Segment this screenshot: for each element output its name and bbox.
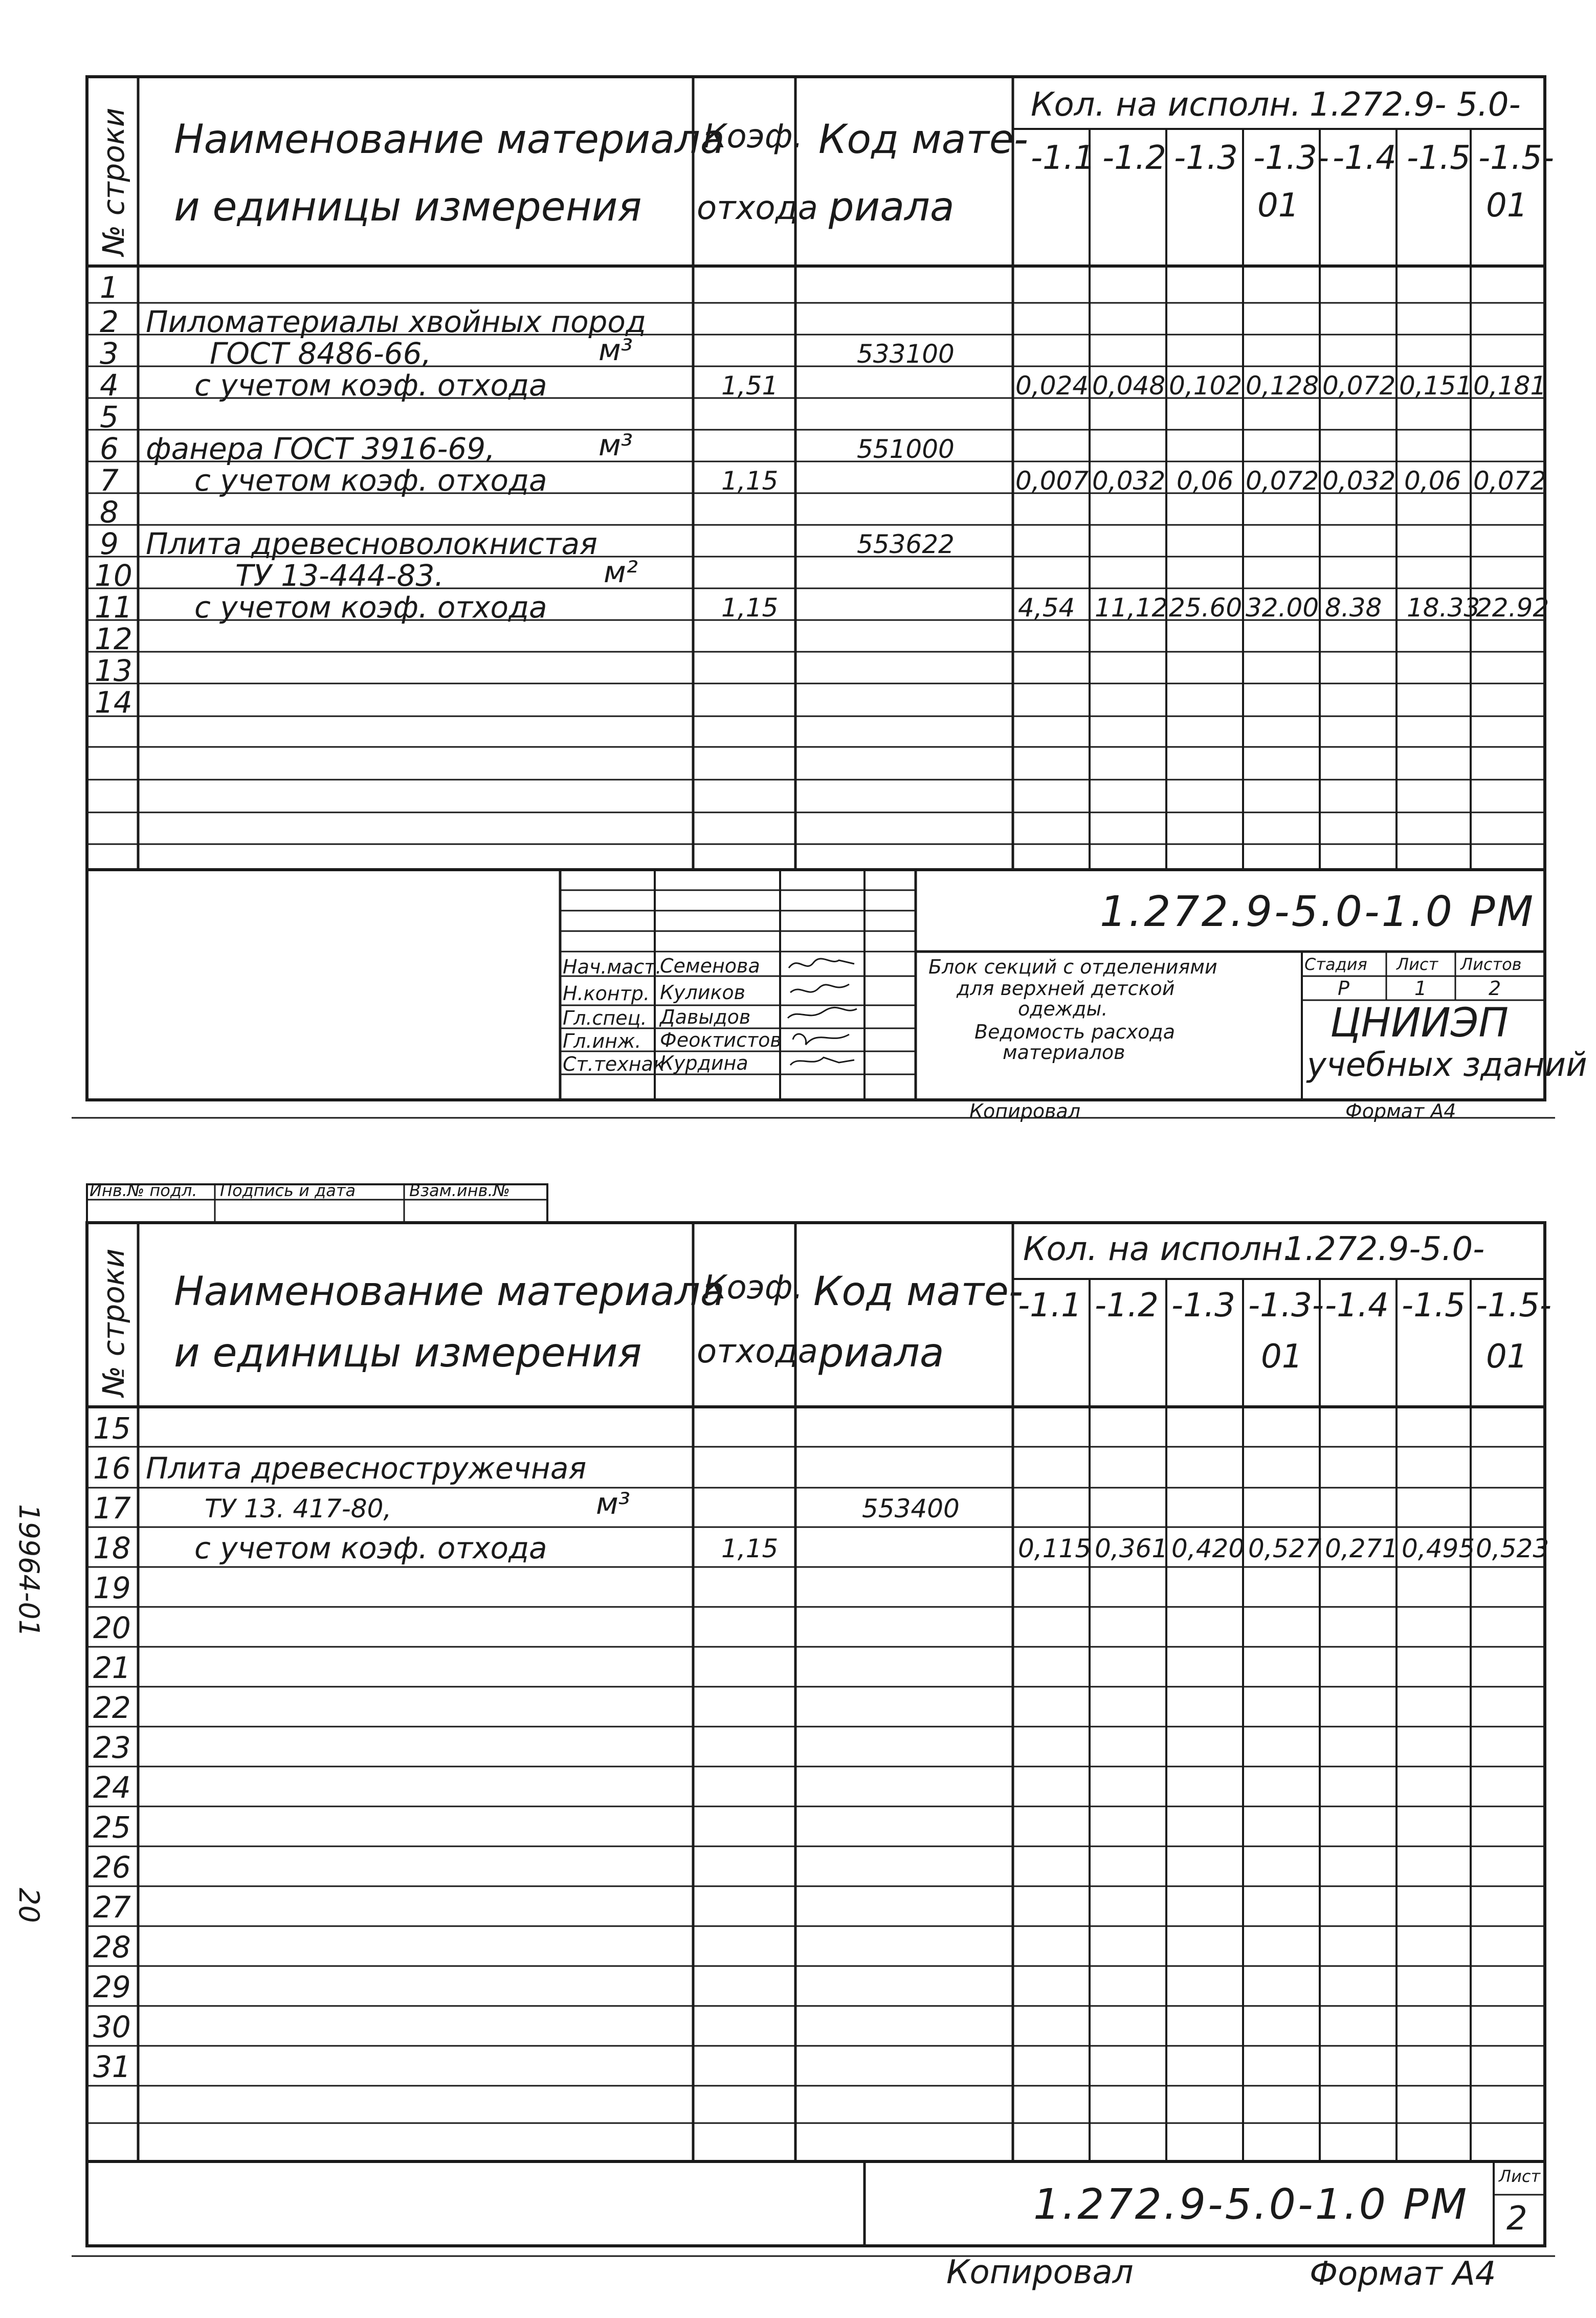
sheet1-coef-header-2: отхода xyxy=(697,189,818,227)
sheet2-variant: -1.3 xyxy=(1171,1287,1235,1324)
stamp-name: Феоктистов xyxy=(660,1029,782,1051)
side-archive-number: 19964-01 xyxy=(13,1504,45,1637)
footer-format: Формат А4 xyxy=(1310,2255,1496,2293)
stamp-name: Курдина xyxy=(660,1052,748,1074)
quantity-cell: 18.33 xyxy=(1407,593,1480,623)
row-number: 30 xyxy=(93,2010,131,2044)
stamp-title-1: Блок секций с отделениями xyxy=(928,956,1217,978)
stamp-org-dept: учебных зданий xyxy=(1307,1046,1587,1084)
row-number: 19 xyxy=(93,1571,131,1605)
row-number: 16 xyxy=(93,1451,131,1486)
stamp-stage-label: Стадия xyxy=(1304,955,1367,974)
material-name: с учетом коэф. отхода xyxy=(194,463,547,498)
row-number: 15 xyxy=(93,1411,131,1446)
stamp-name: Семенова xyxy=(660,955,760,977)
footer-format: Формат А4 xyxy=(1345,1100,1456,1122)
sheet1-variant-suffix: 01 xyxy=(1257,187,1299,225)
sheet2-name-header-2: и единицы измерения xyxy=(174,1330,642,1376)
row-number: 11 xyxy=(95,590,132,625)
row-number: 25 xyxy=(93,1810,131,1845)
row-number: 28 xyxy=(93,1930,131,1964)
sheet1-coef-header-1: Коэф. xyxy=(703,118,803,156)
row-number: 6 xyxy=(100,431,119,466)
sheet2-code-header-2: риала xyxy=(818,1330,944,1376)
stamp-doc-code: 1.272.9-5.0-1.0 РМ xyxy=(1100,888,1536,936)
footer-copied: Копировал xyxy=(969,1100,1081,1122)
archive-sign: Подпись и дата xyxy=(220,1181,356,1200)
sheet2-variant: -1.4 xyxy=(1325,1287,1389,1324)
sheet1-doc-prefix: 1.272.9- 5.0- xyxy=(1310,86,1521,124)
footer-copied: Копировал xyxy=(946,2254,1134,2291)
sheet1-row-number-header: № строки xyxy=(96,107,131,256)
row-number: 12 xyxy=(95,622,132,656)
material-code: 533100 xyxy=(857,339,955,369)
material-code: 551000 xyxy=(857,434,955,464)
stamp-title-5: материалов xyxy=(1003,1041,1125,1064)
material-name: с учетом коэф. отхода xyxy=(194,590,547,625)
material-name: ТУ 13-444-83. xyxy=(235,558,444,593)
stamp-name: Давыдов xyxy=(660,1006,751,1028)
sheet1-name-header-2: и единицы измерения xyxy=(174,184,642,230)
row-number: 5 xyxy=(100,400,119,434)
sheet2-variant: -1.5- xyxy=(1476,1287,1551,1324)
stamp-sheets-label: Листов xyxy=(1460,955,1522,974)
material-unit: м³ xyxy=(598,333,633,367)
side-small-number: 20 xyxy=(13,1888,45,1923)
row-number: 13 xyxy=(95,653,132,688)
quantity-cell: 0,151 xyxy=(1399,371,1473,401)
sheet1-name-header-1: Наименование материала xyxy=(174,117,725,163)
stamp-role: Ст.технак xyxy=(563,1053,665,1075)
material-name: ТУ 13. 417-80, xyxy=(205,1494,392,1524)
row-number: 29 xyxy=(93,1970,131,2004)
waste-coefficient: 1,15 xyxy=(721,593,779,623)
quantity-cell: 0,495 xyxy=(1402,1534,1475,1563)
quantity-cell: 0,06 xyxy=(1404,466,1461,496)
quantity-cell: 4,54 xyxy=(1018,593,1075,623)
quantity-cell: 0,128 xyxy=(1246,371,1319,401)
sheet2-qty-title: Кол. на исполн. xyxy=(1023,1230,1294,1268)
sheet2-coef-header-2: отхода xyxy=(697,1333,818,1371)
row-number: 10 xyxy=(95,558,132,593)
row-number: 26 xyxy=(93,1850,131,1885)
row-number: 2 xyxy=(100,304,119,339)
sheet1-code-header-1: Код мате- xyxy=(818,117,1029,163)
sheet1-variant: -1.1 xyxy=(1031,139,1095,177)
material-name: с учетом коэф. отхода xyxy=(194,1531,547,1565)
waste-coefficient: 1,15 xyxy=(721,1534,779,1563)
stamp-role: Гл.спец. xyxy=(563,1007,647,1029)
sheet1-variant: -1.5- xyxy=(1478,139,1554,177)
row-number: 3 xyxy=(100,336,119,371)
stamp-sheets: 2 xyxy=(1489,977,1501,1000)
quantity-cell: 0,072 xyxy=(1322,371,1396,401)
material-name: Плита древесноволокнистая xyxy=(146,526,597,561)
sheet2-code-header-1: Код мате- xyxy=(813,1269,1024,1315)
row-number: 18 xyxy=(93,1531,131,1565)
quantity-cell: 0,06 xyxy=(1177,466,1234,496)
row-number: 7 xyxy=(100,463,119,498)
stamp-name: Куликов xyxy=(660,981,746,1004)
quantity-cell: 0,102 xyxy=(1169,371,1243,401)
sheet1-variant: -1.3- xyxy=(1253,139,1329,177)
material-unit: м³ xyxy=(596,1486,631,1521)
row-number: 23 xyxy=(93,1730,131,1765)
sheet2-name-header-1: Наименование материала xyxy=(174,1269,725,1315)
stamp-title-3: одежды. xyxy=(1018,998,1108,1020)
quantity-cell: 0,048 xyxy=(1092,371,1166,401)
material-name: Плита древесностружечная xyxy=(146,1451,587,1486)
quantity-cell: 0,523 xyxy=(1476,1534,1549,1563)
stamp-sheet: 2 xyxy=(1506,2200,1527,2238)
stamp-role: Нач.маст. xyxy=(563,956,662,978)
material-name: с учетом коэф. отхода xyxy=(194,368,547,403)
sheet2-row-number-header: № строки xyxy=(96,1248,131,1397)
sheet2-doc-prefix: 1.272.9-5.0- xyxy=(1284,1230,1485,1268)
sheet1-variant: -1.4 xyxy=(1333,139,1396,177)
material-unit: м² xyxy=(604,555,638,589)
quantity-cell: 0,007 xyxy=(1015,466,1089,496)
row-number: 24 xyxy=(93,1770,131,1805)
quantity-cell: 25.60 xyxy=(1169,593,1243,623)
sheet2-variant: -1.1 xyxy=(1018,1287,1082,1324)
row-number: 8 xyxy=(100,495,119,529)
sheet2-variant: -1.2 xyxy=(1095,1287,1159,1324)
material-code: 553622 xyxy=(857,529,955,559)
row-number: 9 xyxy=(100,526,119,561)
row-number: 17 xyxy=(93,1491,131,1526)
waste-coefficient: 1,51 xyxy=(721,371,779,401)
quantity-cell: 11,12 xyxy=(1095,593,1168,623)
sheet2-coef-header-1: Коэф. xyxy=(703,1269,803,1307)
sheet1-variant: -1.5 xyxy=(1407,139,1471,177)
quantity-cell: 22.92 xyxy=(1476,593,1549,623)
material-name: ГОСТ 8486-66, xyxy=(210,336,432,371)
waste-coefficient: 1,15 xyxy=(721,466,779,496)
material-name: Пиломатериалы хвойных пород xyxy=(146,304,646,339)
row-number: 4 xyxy=(100,368,119,403)
signatures xyxy=(783,953,864,1075)
quantity-cell: 32.00 xyxy=(1246,593,1319,623)
sheet2-variant: -1.3- xyxy=(1248,1287,1324,1324)
quantity-cell: 0,271 xyxy=(1325,1534,1399,1563)
stamp-sheet-label: Лист xyxy=(1396,955,1438,974)
stamp-stage: Р xyxy=(1338,977,1349,1000)
quantity-cell: 0,181 xyxy=(1473,371,1547,401)
stamp-sheet: 1 xyxy=(1414,977,1427,1000)
sheet1-variant: -1.3 xyxy=(1174,139,1238,177)
stamp-title-4: Ведомость расхода xyxy=(974,1021,1175,1043)
stamp-role: Н.контр. xyxy=(563,982,650,1005)
sheet2-variant-suffix: 01 xyxy=(1261,1338,1303,1376)
archive-inv: Инв.№ подл. xyxy=(90,1181,197,1200)
quantity-cell: 0,072 xyxy=(1473,466,1547,496)
quantity-cell: 0,024 xyxy=(1015,371,1089,401)
sheet2-variant-suffix: 01 xyxy=(1486,1338,1528,1376)
sheet1-variant-suffix: 01 xyxy=(1486,187,1528,225)
quantity-cell: 0,527 xyxy=(1248,1534,1322,1563)
sheet2-variant: -1.5 xyxy=(1402,1287,1466,1324)
material-name: фанера ГОСТ 3916-69, xyxy=(146,431,495,466)
material-unit: м³ xyxy=(598,428,633,462)
quantity-cell: 0,032 xyxy=(1322,466,1396,496)
archive-replace: Взам.инв.№ xyxy=(409,1181,510,1200)
row-number: 20 xyxy=(93,1610,131,1645)
stamp-sheet-label: Лист xyxy=(1499,2167,1541,2186)
row-number: 27 xyxy=(93,1890,131,1925)
row-number: 31 xyxy=(93,2049,131,2084)
stamp-doc-code: 1.272.9-5.0-1.0 РМ xyxy=(1033,2180,1469,2229)
quantity-cell: 0,115 xyxy=(1018,1534,1092,1563)
stamp-role: Гл.инж. xyxy=(563,1030,641,1052)
row-number: 22 xyxy=(93,1690,131,1725)
quantity-cell: 8.38 xyxy=(1325,593,1382,623)
row-number: 1 xyxy=(100,270,119,305)
quantity-cell: 0,072 xyxy=(1246,466,1319,496)
sheet1-variant: -1.2 xyxy=(1102,139,1166,177)
quantity-cell: 0,420 xyxy=(1171,1534,1245,1563)
quantity-cell: 0,032 xyxy=(1092,466,1166,496)
stamp-title-2: для верхней детской xyxy=(957,977,1175,1000)
row-number: 14 xyxy=(95,685,132,720)
stamp-org: ЦНИИЭП xyxy=(1330,1000,1509,1046)
material-code: 553400 xyxy=(862,1494,960,1524)
sheet1-qty-title: Кол. на исполн. xyxy=(1031,86,1301,124)
row-number: 21 xyxy=(93,1650,131,1685)
quantity-cell: 0,361 xyxy=(1095,1534,1168,1563)
sheet1-code-header-2: риала xyxy=(829,184,955,230)
